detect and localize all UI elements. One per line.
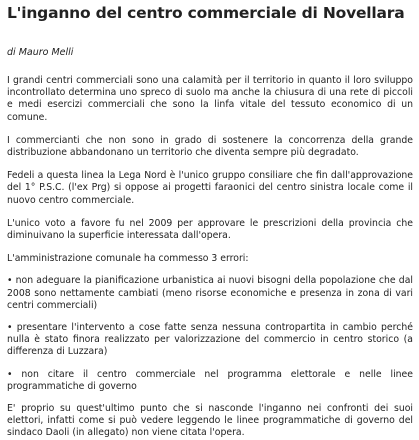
article-paragraph: I grandi centri commerciali sono una calamità per il territorio in quanto il loro sviluppo incontrollato determina uno spreco di suolo ma anche la chiusura di una rete di piccoli e medi esercizi commerciali che sono la linfa vitale del tessuto economico di un comune.	[7, 75, 413, 123]
errors-intro: L'amministrazione comunale ha commesso 3 errori:	[7, 253, 249, 265]
error-item: • non citare il centro commerciale nel programma elettorale e nelle linee programmatiche di governo	[7, 368, 413, 392]
article-paragraph: E' proprio su quest'ultimo punto che si nasconde l'inganno nei confronti dei suoi elettori, infatti come si può vedere leggendo le linee programmatiche di governo del sindaco Daoli (in allegato) non viene citata l'opera.	[7, 403, 413, 439]
article-paragraph: I commercianti che non sono in grado di sostenere la concorrenza della grande distribuzione abbandonano un territorio che diventa sempre più degradato.	[7, 134, 413, 159]
article-title: L'inganno del centro commerciale di Novellara	[7, 4, 405, 22]
article-body	[7, 75, 413, 440]
article-paragraph: L'unico voto a favore fu nel 2009 per approvare le prescrizioni della provincia che diminuivano la superficie interessata dall'opera.	[7, 217, 413, 242]
article-author: di Mauro Melli	[7, 47, 74, 58]
article-paragraph: Fedeli a questa linea la Lega Nord è l'unico gruppo consiliare che fin dall'approvazione del 1° P.S.C. (l'ex Prg) si oppose ai progetti faraonici del centro sinistra locale come il nuovo centro commerciale.	[7, 170, 413, 206]
error-item: • non adeguare la pianificazione urbanistica ai nuovi bisogni della popolazione che dal 2008 sono nettamente cambiati (meno risorse economiche e presenza in zona di vari centri commerciali)	[7, 275, 413, 311]
error-item: • presentare l'intervento a cose fatte senza nessuna contropartita in cambio perché nulla è stato finora realizzato per valorizzazione del commercio in centro storico (a differenza di Luzzara)	[7, 322, 413, 358]
